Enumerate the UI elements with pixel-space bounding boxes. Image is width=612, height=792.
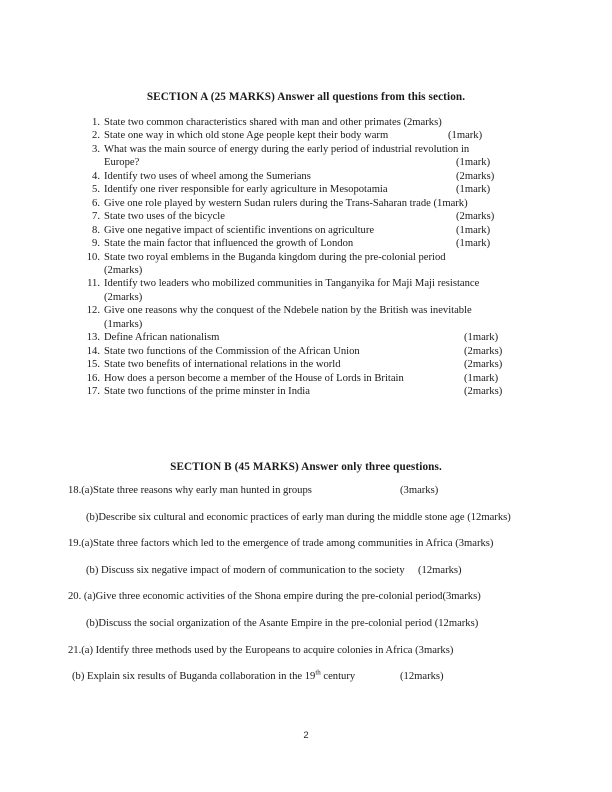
question-continuation: Europe?: [104, 157, 140, 169]
question-body: [104, 251, 542, 264]
question-number: 12.: [86, 305, 100, 317]
question-marks: (1mark): [448, 130, 483, 142]
question-marks: (2marks): [464, 345, 503, 357]
question-text: State one way in which old stone Age people kept their body warm: [104, 130, 389, 142]
question-number: 11.: [87, 278, 100, 290]
question-continuation: (2marks): [104, 291, 143, 303]
question-row: [0, 237, 612, 250]
question-row: [0, 143, 612, 170]
section-b-item-text: (b)Describe six cultural and economic practices of early man during the middle stone age (12marks): [86, 511, 511, 523]
question-text: Define African nationalism: [104, 332, 220, 344]
question-number: 14.: [86, 345, 100, 357]
question-text: State the main factor that influenced the growth of London: [104, 238, 354, 250]
section-b-item: [86, 511, 560, 525]
question-row: [0, 358, 612, 371]
question-row: [0, 345, 612, 358]
question-body: [104, 197, 542, 210]
question-text: Give one reasons why the conquest of the Ndebele nation by the British was inevitable: [104, 305, 472, 317]
question-body: [104, 304, 542, 317]
question-marks: (1mark): [464, 372, 499, 384]
question-marks: (1mark): [430, 197, 468, 209]
question-row: [0, 331, 612, 344]
question-text: How does a person become a member of the House of Lords in Britain: [104, 372, 404, 384]
section-a-heading: SECTION A (25 MARKS) Answer all questions from this section.: [146, 91, 466, 103]
section-b-item-text: 20. (a)Give three economic activities of the Shona empire during the pre-colonial period(3marks): [68, 591, 481, 603]
question-text: State two uses of the bicycle: [104, 211, 225, 223]
section-b-item-text-tail: century: [320, 671, 356, 683]
question-number: 7.: [92, 211, 100, 223]
question-text: State two royal emblems in the Buganda kingdom during the pre-colonial period: [104, 251, 446, 263]
question-text: Give one role played by western Sudan rulers during the Trans-Saharan trade: [104, 197, 431, 209]
question-number: 6.: [92, 197, 100, 209]
question-row: [0, 116, 612, 129]
question-text: State two functions of the prime minster in India: [104, 386, 310, 398]
question-number: 16.: [86, 372, 100, 384]
question-row: [0, 304, 612, 331]
question-row: [0, 385, 612, 398]
question-row: [0, 170, 612, 183]
section-b-item-marks: (3marks): [400, 485, 439, 496]
section-b-item-text: 19.(a)State three factors which led to the emergence of trade among communities in Africa (3marks): [68, 538, 494, 550]
question-text: Identify two uses of wheel among the Sumerians: [104, 170, 311, 182]
question-marks: (2marks): [464, 359, 503, 371]
question-number: 3.: [92, 143, 100, 155]
question-number: 10.: [86, 251, 100, 263]
question-body: [104, 143, 542, 156]
question-number: 1.: [92, 117, 100, 128]
question-row: [0, 372, 612, 385]
question-number: 15.: [86, 359, 100, 371]
section-b-item-text: 21.(a) Identify three methods used by the Europeans to acquire colonies in Africa (3marks): [68, 644, 454, 656]
question-row: [0, 251, 612, 278]
question-continuation: (1marks): [104, 318, 143, 330]
question-text: Identify two leaders who mobilized communities in Tanganyika for Maji Maji resistance: [104, 278, 480, 290]
question-marks: (1mark): [456, 224, 491, 236]
question-marks: (2marks): [400, 117, 442, 128]
section-b-item: [68, 484, 560, 498]
section-b-item: [68, 590, 560, 604]
question-text: Identify one river responsible for early agriculture in Mesopotamia: [104, 184, 388, 196]
question-marks: (2marks): [464, 386, 503, 398]
section-b-item-marks: (12marks): [418, 564, 462, 576]
question-number: 13.: [86, 332, 100, 344]
section-b-heading: SECTION B (45 MARKS) Answer only three questions.: [170, 461, 442, 473]
question-text: Give one negative impact of scientific inventions on agriculture: [104, 224, 375, 236]
question-row: [0, 224, 612, 237]
question-number: 17.: [86, 386, 100, 398]
question-text: State two common characteristics shared with man and other primates: [104, 117, 401, 128]
section-b-item: [86, 617, 560, 631]
question-marks: (1mark): [456, 157, 491, 169]
question-row: [0, 197, 612, 210]
section-b-item-text: 18.(a)State three reasons why early man hunted in groups: [68, 485, 312, 496]
question-row: [0, 210, 612, 223]
section-b-item: [68, 537, 560, 551]
question-number: 5.: [92, 184, 100, 196]
question-marks: (2marks): [456, 211, 495, 223]
section-b-item: [86, 564, 560, 578]
question-body: [104, 116, 542, 129]
question-row: [0, 129, 612, 142]
section-b-question-list: [0, 484, 612, 684]
question-marks: (2marks): [456, 170, 495, 182]
question-number: 2.: [92, 130, 100, 142]
question-row: [0, 183, 612, 196]
question-continuation: (2marks): [104, 264, 143, 276]
question-number: 4.: [92, 170, 100, 182]
question-body: [104, 277, 542, 290]
question-text: What was the main source of energy during the early period of industrial revolution in: [104, 143, 470, 155]
question-marks: (1mark): [456, 238, 491, 250]
section-b-item: [68, 644, 560, 658]
page-number: 2: [303, 730, 309, 741]
section-b-item-text: (b) Explain six results of Buganda collaboration in the 19: [72, 671, 316, 683]
question-marks: (1mark): [456, 184, 491, 196]
section-b-item: [72, 670, 560, 684]
question-number: 8.: [92, 224, 100, 236]
question-number: 9.: [92, 238, 100, 250]
question-text: State two functions of the Commission of the African Union: [104, 345, 360, 357]
question-row: [0, 277, 612, 304]
question-marks: (1mark): [464, 332, 499, 344]
section-b-item-marks: (12marks): [400, 671, 444, 683]
ordinal-suffix: th: [315, 668, 321, 677]
question-text: State two benefits of international relations in the world: [104, 359, 341, 371]
section-a-question-list: [0, 116, 612, 399]
section-b-item-text: (b) Discuss six negative impact of modern of communication to the society: [86, 564, 405, 576]
section-b-item-text: (b)Discuss the social organization of the Asante Empire in the pre-colonial period (12marks): [86, 617, 479, 629]
